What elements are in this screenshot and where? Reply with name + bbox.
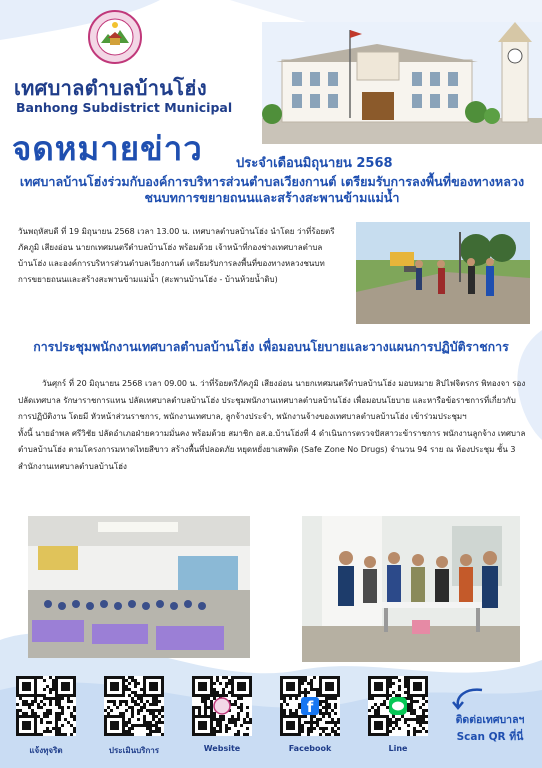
- qr-code-icon: [192, 676, 252, 736]
- contact-callout: [444, 712, 536, 746]
- qr-label: Facebook: [288, 744, 332, 753]
- line-icon: [368, 676, 428, 736]
- article1-headline: เทศบาลบ้านโฮ่งร่วมกับองค์การบริหารส่วนตำบลเวียงกานต์ เตรียมรับการลงพื้นที่ของทางหลวงชนบทการขยายถนนและสร้างสะพานข้ามแม่น้ำ: [19, 174, 525, 205]
- road-site-photo: [356, 222, 530, 324]
- meeting-hall-photo: [28, 516, 250, 658]
- municipal-building-image: [262, 22, 542, 144]
- article2-body: [18, 376, 526, 475]
- qr-report-corruption[interactable]: [16, 676, 76, 768]
- qr-website[interactable]: [192, 676, 252, 768]
- article2-headline: การประชุมพนักงานเทศบาลตำบลบ้านโฮ่ง เพื่อมอบนโยบายและวางแผนการปฏิบัติราชการ: [33, 339, 509, 354]
- contact-line-2: Scan QR ที่นี่: [456, 731, 524, 743]
- article2-paragraph-1: วันศุกร์ ที่ 20 มิถุนายน 2568 เวลา 09.00 น. ว่าที่ร้อยตรีภัคภูมิ เสียงอ่อน นายกเทศมนตรีตำบลบ้านโฮ่ง มอบหมาย สิปไฟจิตรกร พิทองจา รองปลัดเทศบาล รักษาราชการแทน ปลัดเทศบาลตำบลบ้านโฮ่ง ประชุมพนักงานเทศบาลตำบลบ้านโฮ่ง เพื่อมอบนโยบาย และหารือข้อราชการที่เกี่ยวกับการปฏิบัติงาน โดยมี หัวหน้าส่วนราชการ, พนักงานเทศบาล, ลูกจ้างประจำ, พนักงานจ้างของเทศบาลตำบลบ้านโฮ่ง เข้าร่วมประชุมฯ: [18, 379, 526, 421]
- qr-label: ประเมินบริการ: [108, 746, 160, 755]
- contact-line-1: ติดต่อเทศบาลฯ: [455, 714, 525, 726]
- issue-month: ประจำเดือนมิถุนายน 2568: [236, 156, 393, 171]
- curved-arrow-icon: [452, 686, 486, 710]
- svg-text:f: f: [306, 698, 314, 716]
- qr-service-evaluation[interactable]: [104, 676, 164, 768]
- qr-facebook[interactable]: [280, 676, 340, 768]
- qr-line[interactable]: [368, 676, 428, 768]
- group-photo: [302, 516, 520, 662]
- document-type-title: จดหมายข่าว: [12, 129, 203, 168]
- qr-code-icon: [16, 676, 76, 736]
- qr-label: Line: [388, 744, 408, 753]
- qr-code-icon: [104, 676, 164, 736]
- org-name-english: Banhong Subdistrict Municipal: [16, 100, 233, 115]
- article2-paragraph-2: ทั้งนี้ นายอำพล ศรีวิชัย ปลัดอำเภอฝ่ายความมั่นคง พร้อมด้วย สมาชิก อส.อ.บ้านโฮ่งที่ 4 ดำเนินการตรวจปัสสาวะข้าราชการ พนักงานลูกจ้าง เทศบาลตำบลบ้านโฮ่ง ตามโครงการมหาดไทยสีขาว สร้างพื้นที่ปลอดภัย หยุดหยั่งยาเสพติด (Safe Zone No Drugs) จำนวน 94 ราย ณ ห้องประชุม ชั้น 3 สำนักงานเทศบาลตำบลบ้านโฮ่ง: [18, 428, 526, 471]
- qr-label: Website: [203, 744, 241, 753]
- article1-body: วันพฤหัสบดี ที่ 19 มิถุนายน 2568 เวลา 13.00 น. เทศบาลตำบลบ้านโฮ่ง นำโดย ว่าที่ร้อยตรีภัคภูมิ เสียงอ่อน นายกเทศมนตรีตำบลบ้านโฮ่ง พร้อมด้วย เจ้าหน้าที่กองช่างเทศบาลตำบลบ้านโฮ่ง และองค์การบริหารส่วนตำบลเวียงกานต์ เตรียมรับการลงพื้นที่ของทางหลวงชนบทการขยายถนนและสร้างสะพานข้ามแม่น้ำ (สะพานบ้านโฮ่ง - บ้านห้วยน้ำดิบ): [18, 227, 335, 284]
- facebook-icon: [280, 676, 340, 736]
- municipal-seal-icon: [88, 10, 142, 64]
- org-name-thai: เทศบาลตำบลบ้านโฮ่ง: [14, 76, 207, 100]
- qr-label: แจ้งทุจริต: [29, 746, 63, 755]
